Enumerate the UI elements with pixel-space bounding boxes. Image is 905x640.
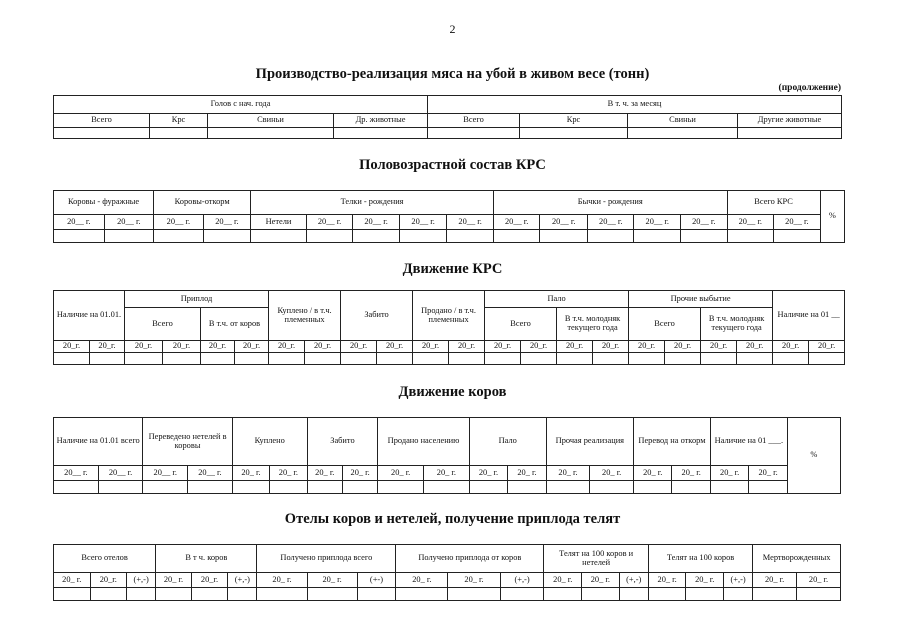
header-heifers-transferred: Переведено нетелей в коровы [143,418,232,466]
year-cell: 20_ г. [469,466,507,481]
year-cell: 20_г. [341,341,377,353]
year-cell: 20_ г. [753,573,797,588]
year-cell: 20_г. [125,341,163,353]
header-heifers-pregnant: Нетели [251,215,307,230]
input-cell[interactable] [228,588,257,601]
input-cell[interactable] [449,353,485,365]
input-cell[interactable] [125,353,163,365]
year-cell: 20_г. [665,341,701,353]
year-cell: 20_ г. [448,573,500,588]
input-cell[interactable] [634,230,681,243]
col-month-cattle: Крс [520,114,628,128]
header-percent: % [787,418,840,494]
header-incl-cows: В т ч. коров [156,545,257,573]
input-cell[interactable] [201,353,235,365]
calving-title: Отелы коров и нетелей, получение приплода телят [284,511,621,527]
table-row [54,128,842,139]
input-cell[interactable] [342,481,377,494]
year-cell: 20_г. [201,341,235,353]
input-cell[interactable] [341,353,377,365]
input-cell[interactable] [90,588,127,601]
header-sold: Продано / в т.ч. племенных [413,291,485,341]
header-slaughtered: Забито [341,291,413,341]
year-cell: 20_ г. [546,466,590,481]
header-head-count-year-start: Голов с нач. года [54,96,428,114]
header-cows-closing: Наличие на 01 ___. [710,418,787,466]
year-cell: 20_ г. [396,573,448,588]
input-cell[interactable] [773,353,809,365]
input-cell[interactable] [54,588,91,601]
year-cell: 20_ г. [257,573,307,588]
input-cell[interactable] [701,353,737,365]
input-cell[interactable] [334,128,428,139]
year-cell: 20_г. [235,341,269,353]
year-cell: 20_ г. [590,466,634,481]
input-cell[interactable] [377,353,413,365]
input-cell[interactable] [54,128,150,139]
input-cell[interactable] [413,353,449,365]
input-cell[interactable] [306,230,353,243]
input-cell[interactable] [582,588,620,601]
year-cell: 20_г. [809,341,845,353]
header-stillborn: Мертворожденных [753,545,841,573]
input-cell[interactable] [232,481,269,494]
year-cell: 20_г. [90,341,125,353]
col-month-total: Всего [428,114,520,128]
table-row [54,481,841,494]
input-cell[interactable] [753,588,797,601]
input-cell[interactable] [257,588,307,601]
input-cell[interactable] [156,588,191,601]
input-cell[interactable] [203,230,251,243]
year-cell: 20_ г. [710,466,748,481]
header-offspring: Приплод [125,291,269,308]
input-cell[interactable] [797,588,841,601]
header-opening-balance: Наличие на 01.01. [54,291,125,341]
input-cell[interactable] [143,481,188,494]
year-cell: 20_г. [377,341,413,353]
col-total: Всего [54,114,150,128]
header-total-calvings: Всего отелов [54,545,156,573]
header-cows-sold: Продано населению [378,418,469,466]
input-cell[interactable] [544,588,582,601]
year-cell: 20__ г. [98,466,143,481]
input-cell[interactable] [628,128,738,139]
header-other-disposal: Прочие выбытие [629,291,773,308]
input-cell[interactable] [723,588,752,601]
year-cell: 20_г. [413,341,449,353]
year-cell: 20_ г. [634,466,672,481]
year-cell: 20_ г. [648,573,686,588]
input-cell[interactable] [378,481,424,494]
col-month-other-animals: Другие животные [738,114,842,128]
header-other-total: Всего [629,308,701,341]
input-cell[interactable] [90,353,125,365]
input-cell[interactable] [634,481,672,494]
header-cows-slaughtered: Забито [307,418,378,466]
year-cell: 20_г. [305,341,341,353]
header-offspring-from-cows: Получено приплода от коров [396,545,544,573]
header-calves-per-100-cows-heifers: Телят на 100 коров и нетелей [544,545,648,573]
year-cell: 20__ г. [447,215,494,230]
cow-movement-title: Движение коров [398,384,507,400]
input-cell[interactable] [208,128,334,139]
header-incl-month: В т. ч. за месяц [428,96,842,114]
header-total-cattle: Всего КРС [727,191,820,215]
input-cell[interactable] [469,481,507,494]
year-cell: 20_ г. [307,466,342,481]
year-cell: 20_ г. [749,466,787,481]
input-cell[interactable] [270,481,307,494]
col-month-pigs: Свиньи [628,114,738,128]
input-cell[interactable] [447,230,494,243]
input-cell[interactable] [98,481,143,494]
input-cell[interactable] [629,353,665,365]
input-cell[interactable] [540,230,588,243]
input-cell[interactable] [774,230,821,243]
header-forage-cows: Коровы - фуражные [54,191,154,215]
header-closing-balance: Наличие на 01 __ [773,291,845,341]
year-cell: 20__ г. [774,215,821,230]
input-cell[interactable] [557,353,593,365]
input-cell[interactable] [191,588,228,601]
diff-cell: (+,-) [619,573,648,588]
header-cows-opening: Наличие на 01.01 всего [54,418,143,466]
year-cell: 20_г. [269,341,305,353]
input-cell[interactable] [353,230,400,243]
input-cell[interactable] [448,588,500,601]
year-cell: 20_г. [629,341,665,353]
year-cell: 20_г. [593,341,629,353]
year-cell: 20_г. [54,341,90,353]
input-cell[interactable] [428,128,520,139]
year-cell: 20_г. [163,341,201,353]
input-cell[interactable] [307,481,342,494]
input-cell[interactable] [269,353,305,365]
year-cell: 20_ г. [307,573,357,588]
input-cell[interactable] [500,588,544,601]
input-cell[interactable] [150,128,208,139]
header-died-young: В т.ч. молодняк текущего года [557,308,629,341]
diff-cell: (+,-) [127,573,156,588]
input-cell[interactable] [546,481,590,494]
year-cell: 20_ г. [342,466,377,481]
input-cell[interactable] [749,481,787,494]
input-cell[interactable] [154,230,204,243]
input-cell[interactable] [485,353,521,365]
meat-production-title: Производство-реализация мяса на убой в живом весе (тонн) [255,66,650,82]
input-cell[interactable] [235,353,269,365]
year-cell: 20_г. [557,341,593,353]
cow-movement-table [53,417,841,494]
table-row [54,588,841,601]
year-cell: 20__ г. [143,466,188,481]
header-offspring-total: Всего [125,308,201,341]
input-cell[interactable] [710,481,748,494]
input-cell[interactable] [587,230,634,243]
input-cell[interactable] [508,481,546,494]
year-cell: 20__ г. [399,215,447,230]
table-row [54,353,845,365]
header-heifers-birth: Телки - рождения [251,191,494,215]
year-cell: 20__ г. [203,215,251,230]
input-cell[interactable] [737,353,773,365]
year-cell: 20_ г. [582,573,620,588]
year-cell: 20__ г. [188,466,233,481]
header-cows-bought: Куплено [232,418,307,466]
header-cows-other-sales: Прочая реализация [546,418,633,466]
year-cell: 20_ г. [156,573,191,588]
input-cell[interactable] [619,588,648,601]
input-cell[interactable] [727,230,774,243]
year-cell: 20__ г. [353,215,400,230]
meat-production-table [53,95,842,139]
input-cell[interactable] [307,588,357,601]
input-cell[interactable] [188,481,233,494]
input-cell[interactable] [163,353,201,365]
input-cell[interactable] [681,230,728,243]
input-cell[interactable] [738,128,842,139]
header-calves-per-100-cows: Телят на 100 коров [648,545,752,573]
table-row [54,230,845,243]
year-cell: 20_ г. [378,466,424,481]
header-fattening-cows: Коровы-откорм [154,191,251,215]
input-cell[interactable] [251,230,307,243]
header-offspring-total: Получено приплода всего [257,545,396,573]
input-cell[interactable] [54,353,90,365]
header-offspring-from-cows: В т.ч. от коров [201,308,269,341]
col-other-animals: Др. животные [334,114,428,128]
cattle-age-sex-title: Половозрастной состав КРС [359,157,546,173]
year-cell: 20_ г. [270,466,307,481]
year-cell: 20_ г. [508,466,546,481]
header-cows-died: Пало [469,418,546,466]
year-cell: 20_ г. [672,466,710,481]
year-cell: 20_г. [191,573,228,588]
year-cell: 20_ г. [544,573,582,588]
header-bought: Куплено / в т.ч. племенных [269,291,341,341]
year-cell: 20__ г. [104,215,154,230]
input-cell[interactable] [672,481,710,494]
year-cell: 20_ г. [686,573,724,588]
year-cell: 20_г. [449,341,485,353]
header-percent: % [820,191,844,243]
year-cell: 20__ г. [587,215,634,230]
col-pigs: Свиньи [208,114,334,128]
year-cell: 20_г. [521,341,557,353]
year-cell: 20_г. [701,341,737,353]
input-cell[interactable] [357,588,396,601]
cattle-age-sex-table [53,190,845,243]
year-cell: 20_ г. [424,466,470,481]
input-cell[interactable] [305,353,341,365]
col-cattle: Крс [150,114,208,128]
input-cell[interactable] [809,353,845,365]
year-cell: 20__ г. [306,215,353,230]
year-cell: 20__ г. [54,466,99,481]
input-cell[interactable] [593,353,629,365]
year-cell: 20__ г. [634,215,681,230]
diff-cell: (+,-) [723,573,752,588]
input-cell[interactable] [396,588,448,601]
year-cell: 20__ г. [681,215,728,230]
year-cell: 20_г. [485,341,521,353]
input-cell[interactable] [493,230,540,243]
year-cell: 20_г. [737,341,773,353]
year-cell: 20__ г. [493,215,540,230]
year-cell: 20__ г. [540,215,588,230]
input-cell[interactable] [54,481,99,494]
year-cell: 20_ г. [54,573,91,588]
input-cell[interactable] [520,128,628,139]
page-number: 2 [449,22,456,36]
year-cell: 20_г. [773,341,809,353]
year-cell: 20__ г. [54,215,105,230]
input-cell[interactable] [648,588,686,601]
input-cell[interactable] [665,353,701,365]
header-died: Пало [485,291,629,308]
input-cell[interactable] [424,481,470,494]
input-cell[interactable] [127,588,156,601]
diff-cell: (+-) [357,573,396,588]
diff-cell: (+,-) [228,573,257,588]
input-cell[interactable] [104,230,154,243]
diff-cell: (+,-) [500,573,544,588]
header-other-young: В т.ч. молодняк текущего года [701,308,773,341]
year-cell: 20__ г. [154,215,204,230]
input-cell[interactable] [399,230,447,243]
input-cell[interactable] [686,588,724,601]
continued-label: (продолжение) [778,83,841,93]
year-cell: 20_г. [90,573,127,588]
input-cell[interactable] [521,353,557,365]
calving-table [53,544,841,601]
header-bulls-birth: Бычки - рождения [493,191,727,215]
year-cell: 20_ г. [232,466,269,481]
cattle-movement-title: Движение КРС [402,261,503,277]
header-cows-to-fattening: Перевод на откорм [634,418,711,466]
input-cell[interactable] [590,481,634,494]
cattle-movement-table [53,290,845,365]
year-cell: 20__ г. [727,215,774,230]
year-cell: 20_ г. [797,573,841,588]
header-died-total: Всего [485,308,557,341]
input-cell[interactable] [54,230,105,243]
